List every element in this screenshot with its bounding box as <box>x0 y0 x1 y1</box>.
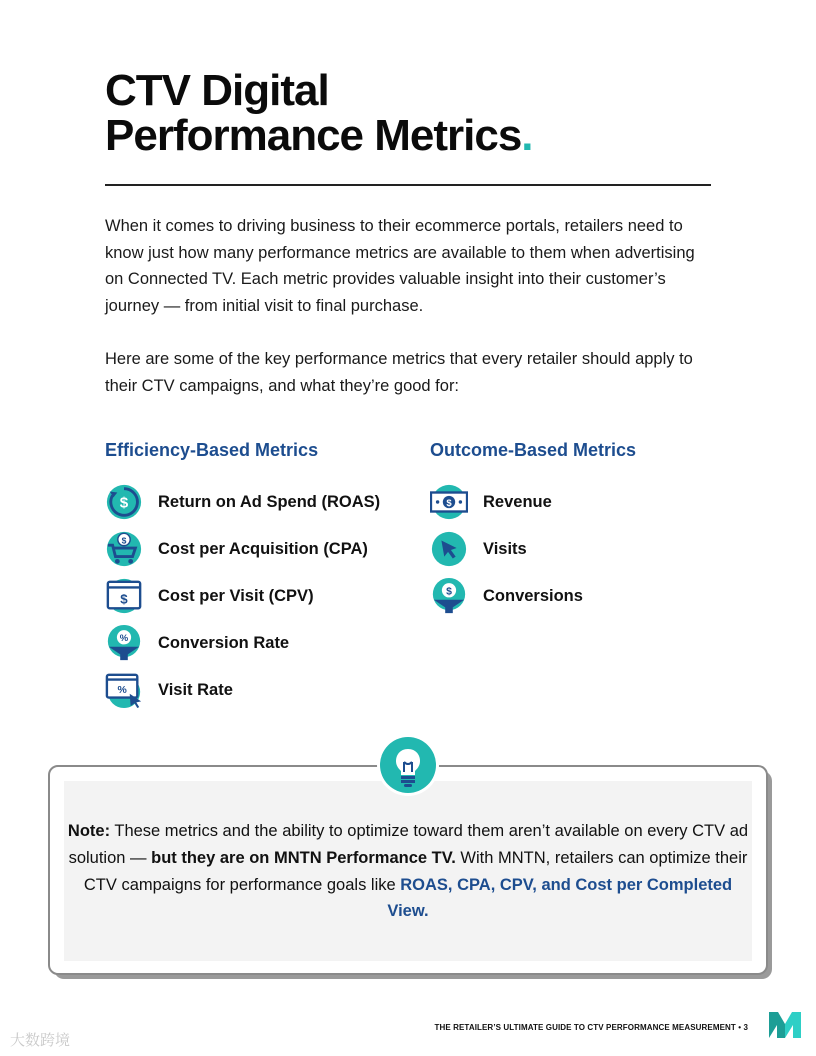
title-divider <box>105 184 711 186</box>
shopping-cart-icon <box>105 530 143 568</box>
note-highlight: ROAS, CPA, CPV, and Cost per Completed View. <box>387 875 733 921</box>
metric-visits <box>430 530 527 568</box>
metric-conversion-rate <box>105 624 289 662</box>
intro-paragraph-1: When it comes to driving business to their ecommerce portals, retailers need to know just how many performance metrics are available to them when advertising on Connected TV. Each metric provides valuable insight into their customer’s journey — from initial visit to final purchase. <box>105 217 695 316</box>
svg-text:$: $ <box>120 591 128 607</box>
intro-paragraph-2: Here are some of the key performance metrics that every retailer should apply to their CTV campaigns, and what they’re good for: <box>105 350 693 395</box>
title-line-2 <box>105 113 533 158</box>
title-line-1: CTV Digital <box>105 66 329 115</box>
metric-label: Conversion Rate <box>158 633 290 652</box>
mntn-logo-icon <box>769 1012 801 1038</box>
svg-text:%: % <box>119 633 129 645</box>
note-bold-text: but they are on MNTN Performance TV. <box>151 848 456 867</box>
metric-label: Return on Ad Spend (ROAS) <box>158 492 381 511</box>
title-line-2-text: Performance Metrics <box>105 111 522 160</box>
svg-text:$: $ <box>121 535 127 546</box>
metric-label: Visit Rate <box>158 680 233 699</box>
note-label: Note: <box>67 822 111 840</box>
metric-label: Conversions <box>483 586 583 605</box>
metric-cpa <box>105 530 368 568</box>
outcome-heading: Outcome-Based Metrics <box>430 440 637 460</box>
metric-label: Cost per Visit (CPV) <box>158 586 314 605</box>
svg-text:$: $ <box>446 586 452 598</box>
efficiency-heading: Efficiency-Based Metrics <box>105 440 319 460</box>
metric-conversions <box>430 577 583 615</box>
svg-text:%: % <box>117 684 127 696</box>
lightbulb-icon <box>377 734 439 796</box>
browser-dollar-icon <box>105 577 143 615</box>
watermark: 大数跨境 <box>10 1032 71 1049</box>
svg-text:$: $ <box>119 494 129 512</box>
metric-label: Visits <box>483 539 527 558</box>
metric-roas <box>105 483 380 521</box>
note-text-part-2: With MNTN, retailers can optimize their CTV campaigns for performance goals like <box>83 848 748 894</box>
metric-label: Revenue <box>483 492 552 511</box>
page-title <box>105 68 533 158</box>
note-text-part-1: These metrics and the ability to optimize toward them aren’t available on every CTV ad solution — <box>68 822 749 867</box>
browser-percent-cursor-icon <box>105 671 143 709</box>
footer-text: THE RETAILER’S ULTIMATE GUIDE TO CTV PERFORMANCE MEASUREMENT • 3 <box>434 1023 748 1032</box>
dollar-cycle-icon <box>105 483 143 521</box>
metric-revenue <box>430 483 552 521</box>
metric-label: Cost per Acquisition (CPA) <box>158 539 368 558</box>
note-text <box>64 818 752 925</box>
title-accent-dot: . <box>521 111 533 160</box>
metric-visit-rate <box>105 671 233 709</box>
money-bill-icon <box>430 483 468 521</box>
funnel-dollar-icon <box>430 577 468 615</box>
cursor-icon <box>430 530 468 568</box>
funnel-percent-icon <box>105 624 143 662</box>
svg-text:$: $ <box>446 497 452 509</box>
metric-cpv <box>105 577 314 615</box>
